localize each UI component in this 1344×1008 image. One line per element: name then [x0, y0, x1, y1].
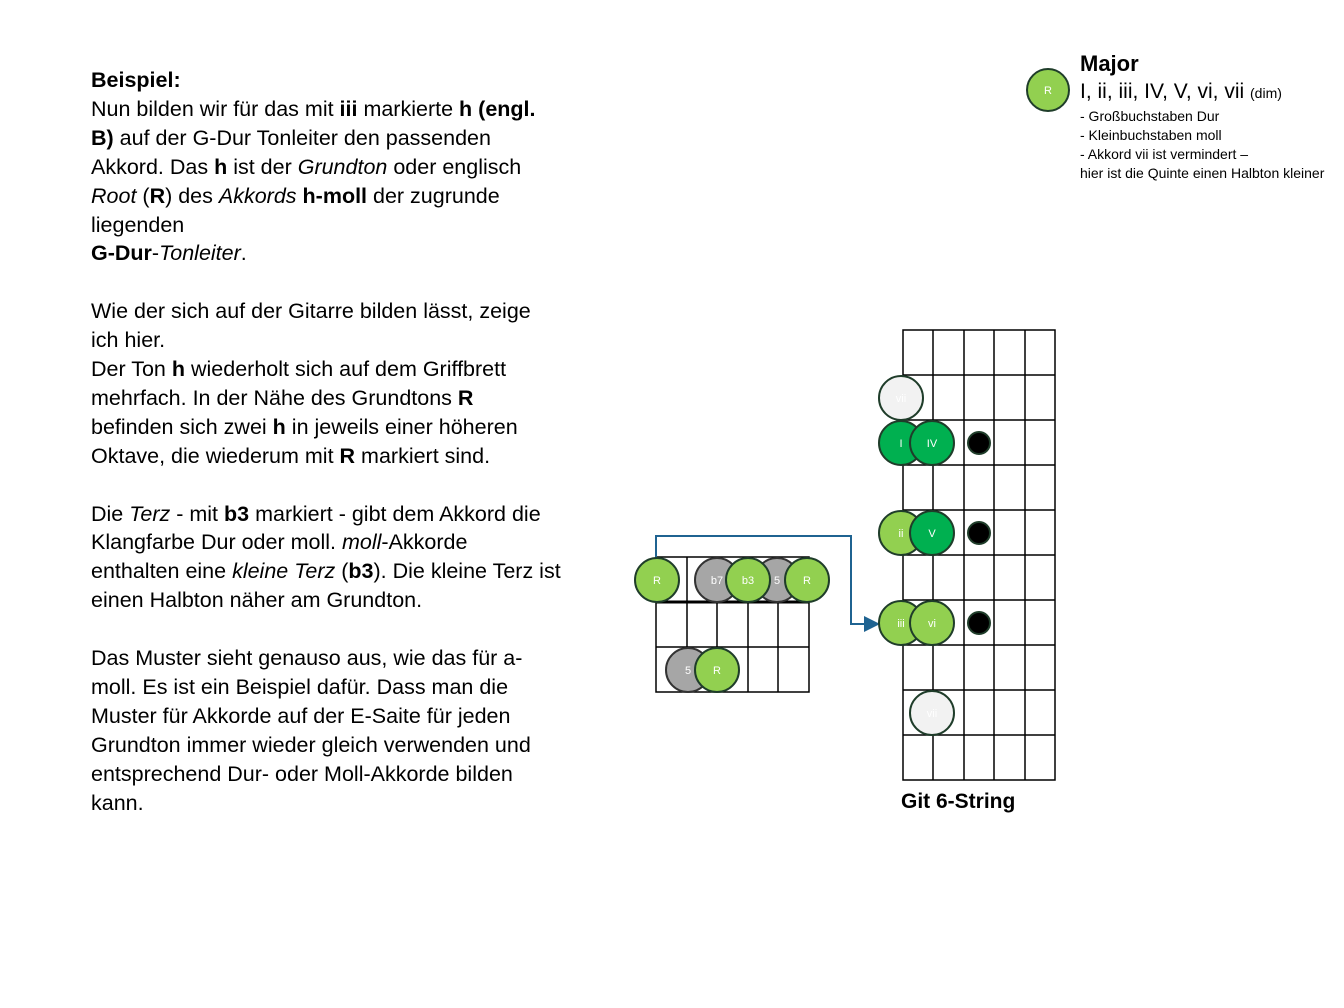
fretboard-caption: Git 6-String: [901, 790, 1016, 813]
fret-note-V-label: V: [928, 528, 936, 540]
fret-markers: [968, 432, 990, 634]
fret-note-vii-label: vii: [895, 393, 907, 405]
degrees-list: I, ii, iii, IV, V, vi, vii: [1080, 80, 1245, 103]
legend-note: - Akkord vii ist vermindert –: [1080, 146, 1249, 162]
fret-marker-dot: [968, 522, 990, 544]
legend-root-label: R: [1044, 85, 1052, 97]
fret-note-vi-label: vi: [928, 618, 936, 630]
legend-note: - Großbuchstaben Dur: [1080, 108, 1220, 124]
fret-marker-dot: [968, 432, 990, 454]
fret-note-iii-label: iii: [897, 618, 905, 630]
degrees-suffix: (dim): [1250, 85, 1282, 101]
fret-note-vii-label: vii: [926, 708, 938, 720]
paragraph-1: Nun bilden wir für das mit iii markierte h (engl. B) auf der G-Dur Tonleiter den passenden Akkord. Das h ist der Grundton oder englisch Root (R) des Akkords h-moll der zugrunde liegenden G-Dur-Tonleiter.: [91, 96, 536, 266]
fret-marker-dot: [968, 612, 990, 634]
legend-note: - Kleinbuchstaben moll: [1080, 127, 1222, 143]
legend-root-marker: [1027, 69, 1069, 111]
chord-note-5-label: 5: [684, 665, 692, 677]
paragraph-4: Das Muster sieht genauso aus, wie das für a-moll. Es ist ein Beispiel dafür. Dass man die Muster für Akkorde auf der E-Saite für jeden Grundton immer wieder gleich verwenden und entsprechend Dur- oder Moll-Akkorde bilden kann.: [91, 646, 531, 815]
fret-note-I-label: I: [899, 438, 903, 450]
chord-note-5-label: 5: [773, 575, 781, 587]
legend-title: Major: [1080, 51, 1139, 76]
fret-note-IV-label: IV: [926, 438, 938, 450]
legend-note: hier ist die Quinte einen Halbton kleiner: [1080, 165, 1325, 181]
chord-note-r-label: R: [803, 575, 811, 587]
chord-notes: [635, 558, 829, 692]
chord-note-r-label: R: [653, 575, 661, 587]
paragraph-3: Die Terz - mit b3 markiert - gibt dem Akkord die Klangfarbe Dur oder moll. moll-Akkorde enthalten eine kleine Terz (b3). Die kleine Terz ist einen Halbton näher am Grundton.: [91, 501, 561, 613]
chord-note-b7-label: b7: [710, 575, 724, 587]
paragraph-2: Wie der sich auf der Gitarre bilden lässt, zeige ich hier. Der Ton h wiederholt sich auf dem Griffbrett mehrfach. In der Nähe des Grundtons R befinden sich zwei h in jeweils einer höheren Oktave, die wiederum mit R markiert sind.: [91, 299, 531, 468]
chord-note-b3-label: b3: [741, 575, 755, 587]
heading: Beispiel:: [91, 68, 181, 92]
fret-note-ii-label: ii: [898, 528, 904, 540]
chord-note-r-label: R: [713, 665, 721, 677]
